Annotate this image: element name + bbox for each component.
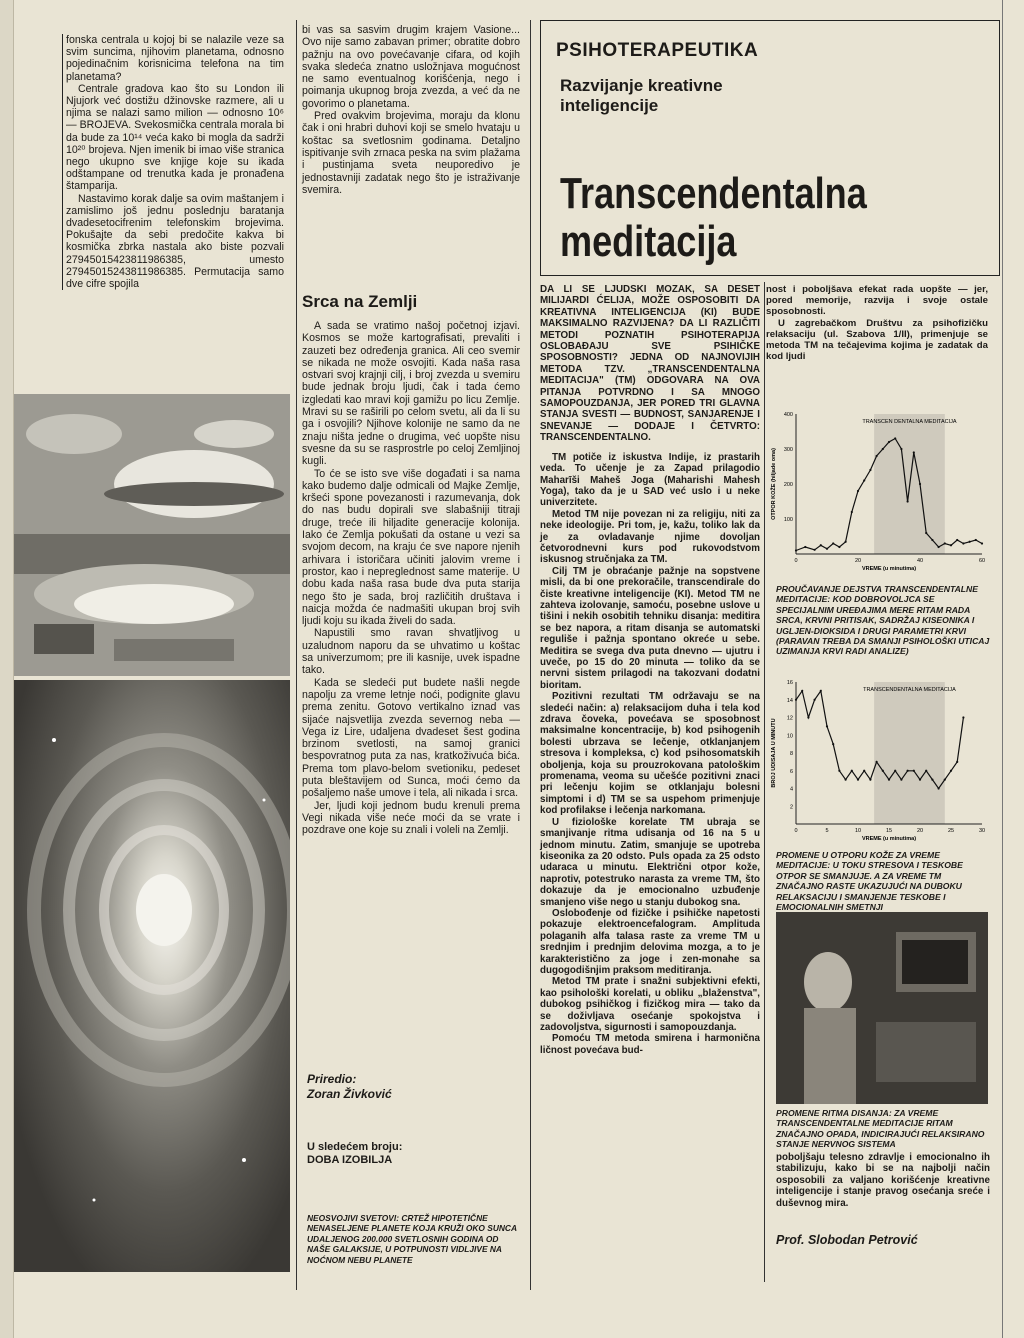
data-point	[888, 441, 890, 443]
data-point	[907, 500, 909, 502]
illustration-caption: NEOSVOJIVI SVETOVI: CRTEŽ HIPOTETIČNE NENASELJENE PLANETE KOJA KRUŽI OKO SUNCA UDALJENOG 200.000 SVETLOSNIH GODINA OD NAŠE GALAKSIJE, U POTPUNOSTI VIDLJIVE NA NOĆNOM NEBU PLANETE	[307, 1213, 517, 1265]
next-label: U sledećem broju:	[307, 1141, 403, 1153]
paragraph: Centrale gradova kao što su London ili Njujork već dostižu džinovske razmere, ali u njima se nalazi samo milion — odnosno 10⁶ — BROJEVA. Svekosmička centrala morala bi da bude za 10¹⁴ veća kako bi mogla da sadrži 10²⁰ brojeva. Njen imenik bi imao više stranica nego ukupno sve knjige koje su ikada odštampane od trenutka kada je pronađena štamparija.	[66, 82, 284, 193]
article-column-2-continued	[302, 320, 520, 836]
data-point	[838, 546, 840, 548]
y-tick-label: 400	[783, 412, 793, 418]
meditation-period-band	[874, 682, 945, 824]
paragraph: Pozitivni rezultati TM održavaju se na sledeći način: a) relaksacijom duha i tela kod zdrava čoveka, povećava se sposobnost maksimalne koncentracije, b) kod psihogenih bolesti ubrzava se lečenje, otklanjanjem stresova i kompleksa, c) kod psihosomatskih oboljenja, koja su prouzrokovana patološkim promenama, veoma su učešće pozitivni znaci pri lečenju kojim se otklanjaju bolesni simptomi i d) TM se sa uspehom primenjuje kod profilakse i lečenja narkomana.	[540, 691, 760, 817]
title-line-2: meditacija	[560, 217, 737, 266]
data-point	[863, 479, 865, 481]
data-point	[938, 787, 940, 789]
data-point	[804, 546, 806, 548]
data-point	[962, 542, 964, 544]
data-point	[956, 539, 958, 541]
paragraph: TM potiče iz iskustva Indije, iz prastarih veda. To učenje je za Zapad prilagodio Maharīši Maheš Joga (Maharishi Mahesh Yoga), tako da je u SAD već uslo i u neke univerzitete.	[540, 451, 760, 509]
y-tick-label: 4	[789, 786, 793, 793]
paragraph: Kada se sledeći put budete našli negde napolju za vreme letnje noći, podignite glavu prema zenitu. Gotovo vertikalno iznad vas sijaće najsvetlija zvezda severnog neba — Vega iz Lire, udaljena dvadeset šest godina brzinom svetlosti, na samoj granici bespovratnog puta za nas, kratkoživuća bića. Prema tom plavo-belom svetioniku, pedeset puta bleštavijem od Sunca, moći ćemo da pošaljemo naše umove i tela, ali nikada i srca.	[302, 676, 520, 800]
column-divider	[530, 20, 531, 1290]
data-point	[975, 539, 977, 541]
next-title: DOBA IZOBILJA	[307, 1154, 393, 1166]
data-point	[900, 779, 902, 781]
annotation-label: TRANSCEN DENTALNA MEDITACIJA	[862, 419, 957, 425]
data-point	[876, 455, 878, 457]
data-point	[962, 716, 964, 718]
data-point	[845, 779, 847, 781]
rubric-label: PSIHOTERAPEUTIKA	[556, 40, 759, 61]
y-axis-label: BROJ UDISAJA U MINUTU	[771, 718, 777, 788]
data-point	[814, 549, 816, 551]
annotation-label: TRANSCENDENTALNA MEDITACIJA	[863, 687, 956, 693]
data-point	[820, 544, 822, 546]
data-point	[832, 542, 834, 544]
article-column-2	[302, 24, 520, 196]
credit-label: Priredio:	[307, 1072, 357, 1086]
data-point	[938, 546, 940, 548]
data-point	[863, 770, 865, 772]
y-tick-label: 10	[786, 733, 793, 740]
data-point	[845, 541, 847, 543]
y-tick-label: 16	[786, 680, 793, 686]
paragraph: Metod TM nije povezan ni za religiju, niti za neke ideologije. Pri tom, je, kažu, toliko lak da je za ovladavanje njime dovoljan četvorodnevni kurs pod rukovodstvom iskusnog stručnjaka za TM.	[540, 508, 760, 566]
data-point	[826, 725, 828, 727]
planet-colony-illustration	[14, 394, 290, 676]
x-tick-label: 0	[794, 558, 798, 564]
y-tick-label: 14	[786, 697, 793, 704]
data-point	[944, 779, 946, 781]
data-point	[919, 483, 921, 485]
data-point	[888, 779, 890, 781]
x-tick-label: 20	[916, 828, 924, 834]
paragraph: A sada se vratimo našoj početnoj izjavi. Kosmos se može kartografisati, prevaliti i zauzeti bez određenja granica. Ali ceo svemir se nikada ne može osvojiti. Kada naša rasa ostvari svoj krajnji cilj, i broj zvezda u svemiru bude jednak broju ljudi, čak i tada ćemo izgledati kao mravi koji gamižu po licu Zemlje. Mravi su se raširili po celom svetu, ali da li su ga i osvojili? Njihove kolonije ne samo da ne znaju ništa jedne o drugima, već uopšte nisu svesne da su se rasprostrle po celoj Zemljinoj kugli.	[302, 320, 520, 468]
data-point	[826, 548, 828, 550]
title-line-1: Transcendentalna	[560, 169, 867, 218]
data-point	[944, 542, 946, 544]
data-point	[913, 770, 915, 772]
data-point	[950, 770, 952, 772]
data-point	[913, 451, 915, 453]
data-point	[851, 770, 853, 772]
x-tick-label: 15	[885, 828, 893, 834]
data-point	[838, 770, 840, 772]
paragraph: Jer, ljudi koji jednom budu krenuli prema Vegi nikada više neće moći da se vrate i pozdrave one koje su znali i voleli na Zemlji.	[302, 799, 520, 837]
data-point	[969, 541, 971, 543]
x-axis-label: VREME (u minutima)	[861, 566, 917, 572]
article-column-1	[62, 34, 284, 290]
paragraph: Nastavimo korak dalje sa ovim maštanjem i zamislimo još jednu poslednju baratanja dvadesetocifrenim telefonskim brojevima. Pokušajte da sebi predočite kakva bi kosmička zbrka nastala ako biste pozvali 27945015423811986385, umesto 27945015243811986385. Permutacija samo dve cifre spojila	[66, 192, 284, 291]
author-credit	[307, 1072, 507, 1102]
paragraph: U fiziološke korelate TM ubraja se smanjivanje ritma udisanja od 16 na 5 u jednom minutu. Zatim, smanjuje se upotreba kiseonika za 20 odsto. Puls opada za 25 odsto udaraca u minutu. Električni otpor kože, naprotiv, potestruko narasta za vreme TM, što dokazuje da je emocionalno uzbuđenje smanjeno više nego u stanju dubokog sna.	[540, 816, 760, 908]
data-point	[950, 544, 952, 546]
data-point	[801, 690, 803, 692]
paragraph: U zagrebačkom Društvu za psihofizičku relaksaciju (ul. Szabova 1/II), primenjuje se metoda TM na tečajevima kojima je zadatak da kod ljudi	[766, 317, 988, 363]
y-tick-label: 12	[786, 715, 793, 722]
x-tick-label: 25	[947, 828, 955, 834]
data-point	[795, 549, 797, 551]
next-issue-note	[307, 1141, 507, 1167]
chart-caption-1: PROUČAVANJE DEJSTVA TRANSCENDENTALNE MEDITACIJE: KOD DOBROVOLJCA SE SPECIJALNIM UREĐAJIMA MERE RITAM RADA SRCA, KRVNI PRITISAK, SADRŽAJ KISEONIKA I UGLJEN-DIOKSIDA I DRUGI PARAMETRI KRVI (PARAVAN TREBA DA SMANJI PSIHOLOŠKI UTICAJ UZIMANJA KRVI RADI ANALIZE)	[776, 584, 990, 657]
x-tick-label: 10	[854, 828, 862, 834]
data-point	[814, 699, 816, 701]
x-tick-label: 5	[825, 828, 829, 834]
paragraph: To će se isto sve više događati i sa nama kako budemo dalje odmicali od Majke Zemlje, kršeći spone povezanosti i razumevanja, dok do nas budu dopirali sve slabašniji titraji druge, treće ili hiljadite generacije kolonija. Iako će Zemlja pokušati da ostane u vezi sa svojom decom, na kraju će sve napore njenih arhivara i istoričara učiniti jalovim vreme i prostor, kao i nepreglednost same materije. U dobu kada naša rasa bude dva puta starija nego što je sada, broj različitih društava i naicja možda će nadmašiti ukupan broj svih ljudi koju su ikada živeli do sada.	[302, 467, 520, 628]
data-point	[956, 761, 958, 763]
article-column-4	[766, 284, 988, 362]
y-tick-label: 8	[789, 751, 793, 757]
galaxy-photo	[14, 680, 290, 1272]
x-tick-label: 40	[916, 558, 924, 564]
data-point	[851, 511, 853, 513]
x-axis-label: VREME (u minutima)	[861, 836, 917, 842]
meditation-photo-drawing	[776, 912, 988, 1104]
page-fold	[1002, 0, 1003, 1338]
breathing-rate-chart	[768, 676, 992, 852]
data-point	[931, 779, 933, 781]
data-point	[857, 779, 859, 781]
y-axis-label: OTPOR KOŽE (hiljade oma)	[771, 448, 777, 520]
paragraph: fonska centrala u kojoj bi se nalazile veze sa svim suncima, njihovim planetama, odnosno pojedinačnim korisnicima telefona na tim planetama?	[66, 34, 284, 83]
data-point	[869, 779, 871, 781]
data-point	[876, 761, 878, 763]
article-column-3	[540, 284, 760, 1056]
data-point	[981, 542, 983, 544]
planet-colony-drawing	[14, 394, 290, 676]
data-point	[807, 716, 809, 718]
paragraph: Oslobođenje od fizičke i psihičke napetosti pokazuje elektroencefalogram. Amplituda polaganih alfa talasa raste za vreme TM u srednjim i prednjim delovima mozga, a to je karakteristično za joge i zen-monahe sa dugogodišnjim praksom meditiranja.	[540, 907, 760, 976]
meditation-study-photo	[776, 912, 988, 1104]
data-point	[857, 490, 859, 492]
galaxy-drawing	[14, 680, 290, 1272]
data-point	[931, 539, 933, 541]
data-point	[882, 770, 884, 772]
article-column-4-end: poboljšaju telesno zdravlje i emocionalno ih stabilizuju, kako bi se na najbolji način osposobili za valjano korišćenje kreativne inteligencije i stanje pravog osećanja sreće i duševnog mira.	[776, 1152, 990, 1209]
paragraph: Pred ovakvim brojevima, moraju da klonu čak i oni hrabri duhovi koji se smelo hvataju u koštac sa svetlosnim godinama. Detaljno ispitivanje svih zrnaca peska na svim plažama i pustinjama sveta neuporedivo je jednostavniji zadatak nego što je istraživanje svemira.	[302, 110, 520, 196]
y-tick-label: 100	[783, 517, 793, 523]
data-point	[820, 690, 822, 692]
data-point	[795, 699, 797, 701]
credit-name: Zoran Živković	[307, 1087, 392, 1101]
chart-caption-2: PROMENE U OTPORU KOŽE ZA VREME MEDITACIJE: U TOKU STRESOVA I TESKOBE OTPOR SE SMANJUJE. A ZA VREME TM ZNAČAJNO RASTE UKAZUJUĆI NA DUBOKU RELAKSACIJU I SMANJENJE TESKOBE I EMOCIONALNIH SMETNJI	[776, 850, 963, 913]
data-point	[925, 532, 927, 534]
y-tick-label: 6	[789, 768, 793, 775]
data-point	[900, 448, 902, 450]
subheading: Razvijanje kreativne inteligencije	[560, 76, 723, 115]
article-title	[560, 170, 904, 266]
page-edge	[0, 0, 14, 1338]
data-point	[894, 770, 896, 772]
data-point	[882, 448, 884, 450]
column-divider	[764, 282, 765, 1282]
author-signature: Prof. Slobodan Petrović	[776, 1233, 918, 1247]
section-heading: Srca na Zemlji	[302, 292, 418, 311]
paragraph: bi vas sa sasvim drugim krajem Vasione... Ovo nije samo zabavan primer; obratite dobro pažnju na ovo povećavanje cifara, od kojih svaka sledeća znatno usložnjava mogućnost ne samo eventualnog korišćenja, nego i poimanja ukupnog broja zvezda, a već da ne govorimo o planetama.	[302, 24, 520, 110]
photo-caption: PROMENE RITMA DISANJA: ZA VREME TRANSCENDENTALNE MEDITACIJE RITAM ZNAČAJNO OPADA, INDICIRAJUĆI RELAKSIRANO STANJE NERVNOG SISTEMA	[776, 1108, 985, 1150]
x-tick-label: 20	[854, 558, 862, 564]
paragraph: Metod TM prate i snažni subjektivni efekti, kao psihološki korelati, u obliku „blaženstva", dubokog psihičkog i fizičkog mira — tako da se doživljava osećanje spokojstva i zadovoljstva, sigurnosti i samopouzdanja.	[540, 976, 760, 1033]
y-tick-label: 300	[783, 447, 793, 453]
paragraph: Napustili smo ravan shvatljivog u uzaludnom naporu da se uhvatimo u koštac sa univerzumom; pre ili kasnije, uvek ispadne tako.	[302, 627, 520, 677]
column-divider	[296, 20, 297, 1290]
skin-resistance-chart	[768, 408, 992, 586]
x-tick-label: 0	[794, 828, 798, 834]
x-tick-label: 30	[978, 828, 986, 834]
paragraph: nost i poboljšava efekat rada uopšte — jer, pored memorije, razvija i svoje ostale sposobnosti.	[766, 284, 988, 318]
paragraph: Pomoću TM metoda smirena i harmonična ličnost povećava bud-	[540, 1033, 760, 1056]
paragraph: Cilj TM je obraćanje pažnje na sopstvene misli, da bi one prekoračile, transcendirale do čiste kreativne inteligencije (KI). Metod TM ne zahteva izolovanje, samoću, posebne uslove u tišini i nekih osobitih tehniku disanja: meditira se bez napora, a ritam disanja se automatski reguliše i pažnja spontano okreće u sebe. Meditira se svega dva puta dnevno — ujutru i uveče, po 15 do 20 minuta — toliko da se nervni sistem prilagodi na takozvani dodatni bioritam.	[540, 565, 760, 691]
data-point	[869, 469, 871, 471]
data-point	[925, 770, 927, 772]
data-point	[907, 770, 909, 772]
lead-paragraph: DA LI SE LJUDSKI MOZAK, SA DESET MILIJARDI ĆELIJA, MOŽE OSPOSOBITI DA KREATIVNA INTELIGENCIJA (KI) BUDE MAKSIMALNO RAZVIJENA? DA LI RAZLIČITI METODI POZNATIH PSIHOTERAPIJA OSLOBAĐAJU SVE PSIHIČKE SPOSOBNOSTI? JEDNA OD NAJNOVIJIH METODA TZV. „TRANSCENDENTALNA MEDITACIJA" (TM) ODGOVARA NA OVA PITANJA POTVRDNO I SA MNOGO SAMOPOUZDANJA, JER PORED TRI GLAVNA STANJA SVESTI — BUDNOST, SANJARENJE I SNEVANJE — DODAJE I ČETVRTO: TRANSCENDENTALNO.	[540, 284, 760, 444]
y-tick-label: 200	[783, 482, 793, 488]
x-tick-label: 60	[978, 558, 986, 564]
data-point	[919, 779, 921, 781]
data-point	[832, 743, 834, 745]
data-point	[894, 437, 896, 439]
y-tick-label: 2	[789, 804, 793, 811]
